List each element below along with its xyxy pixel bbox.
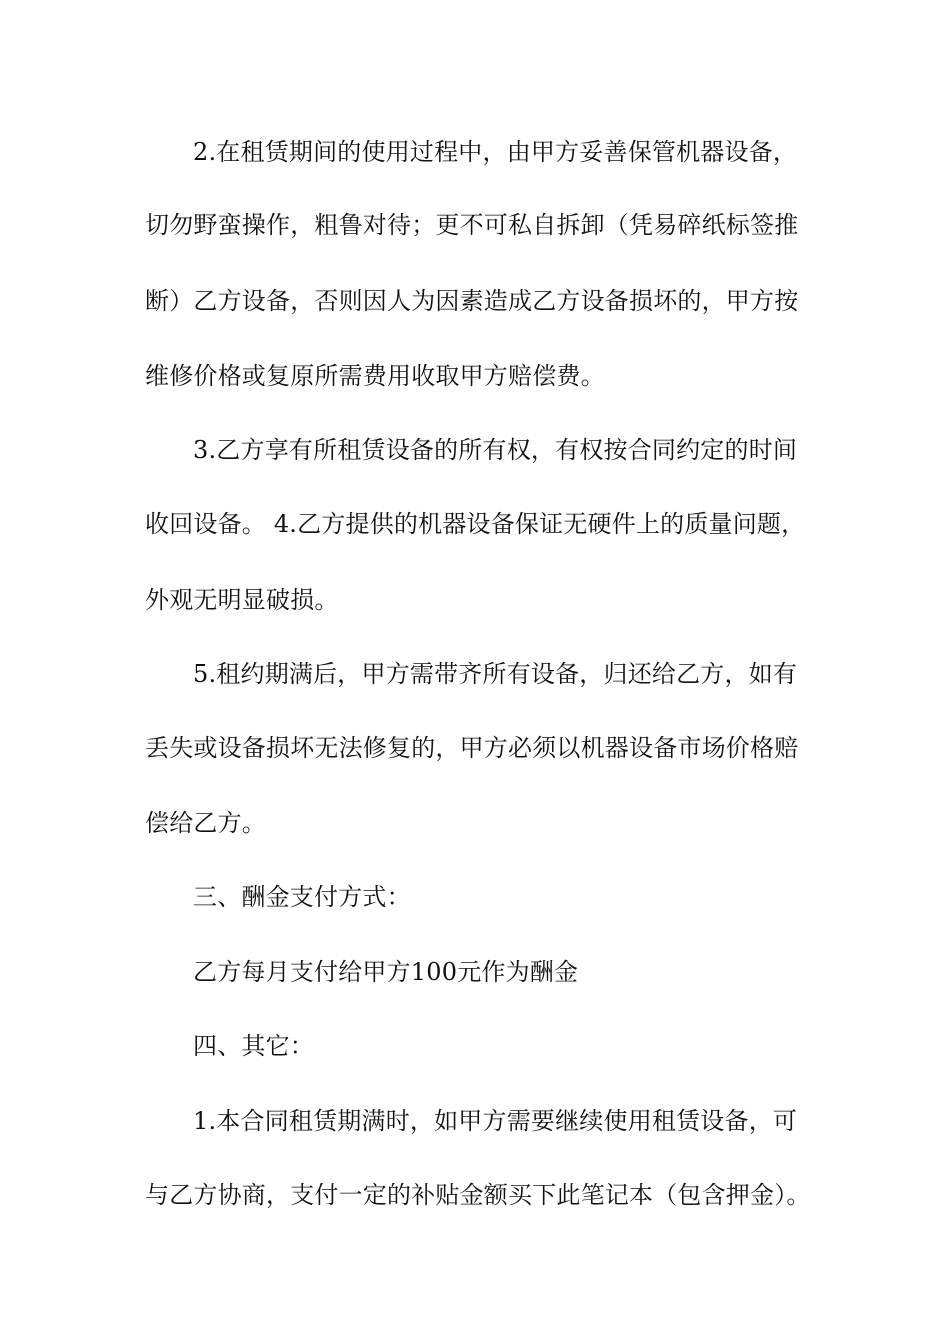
paragraph-3-line-1: 3.乙方享有所租赁设备的所有权，有权按合同约定的时间 — [193, 436, 798, 464]
paragraph-5-line-1: 5.租约期满后，甲方需带齐所有设备，归还给乙方，如有 — [193, 660, 798, 688]
paragraph-2-line-4: 维修价格或复原所需费用收取甲方赔偿费。 — [145, 362, 605, 390]
section-4-item-1-line-2: 与乙方协商，支付一定的补贴金额买下此笔记本（包含押金）。 — [145, 1181, 811, 1209]
paragraph-5-line-2: 丢失或设备损坏无法修复的，甲方必须以机器设备市场价格赔 — [145, 734, 799, 762]
paragraph-5-line-3: 偿给乙方。 — [145, 809, 266, 837]
paragraph-2-line-2: 切勿野蛮操作，粗鲁对待；更不可私自拆卸（凭易碎纸标签推 — [145, 211, 799, 239]
paragraph-4-line-2: 外观无明显破损。 — [145, 586, 339, 614]
paragraph-3-line-2: 收回设备。 4.乙方提供的机器设备保证无硬件上的质量问题， — [145, 510, 806, 538]
section-3-body: 乙方每月支付给甲方100元作为酬金 — [193, 958, 579, 986]
paragraph-2-line-3: 断）乙方设备，否则因人为因素造成乙方设备损坏的，甲方按 — [145, 287, 799, 315]
section-3-heading: 三、酬金支付方式： — [193, 883, 411, 911]
section-4-heading: 四、其它： — [193, 1032, 314, 1060]
section-4-item-1-line-1: 1.本合同租赁期满时，如甲方需要继续使用租赁设备，可 — [193, 1107, 798, 1135]
paragraph-2-line-1: 2.在租赁期间的使用过程中，由甲方妥善保管机器设备， — [193, 138, 798, 166]
